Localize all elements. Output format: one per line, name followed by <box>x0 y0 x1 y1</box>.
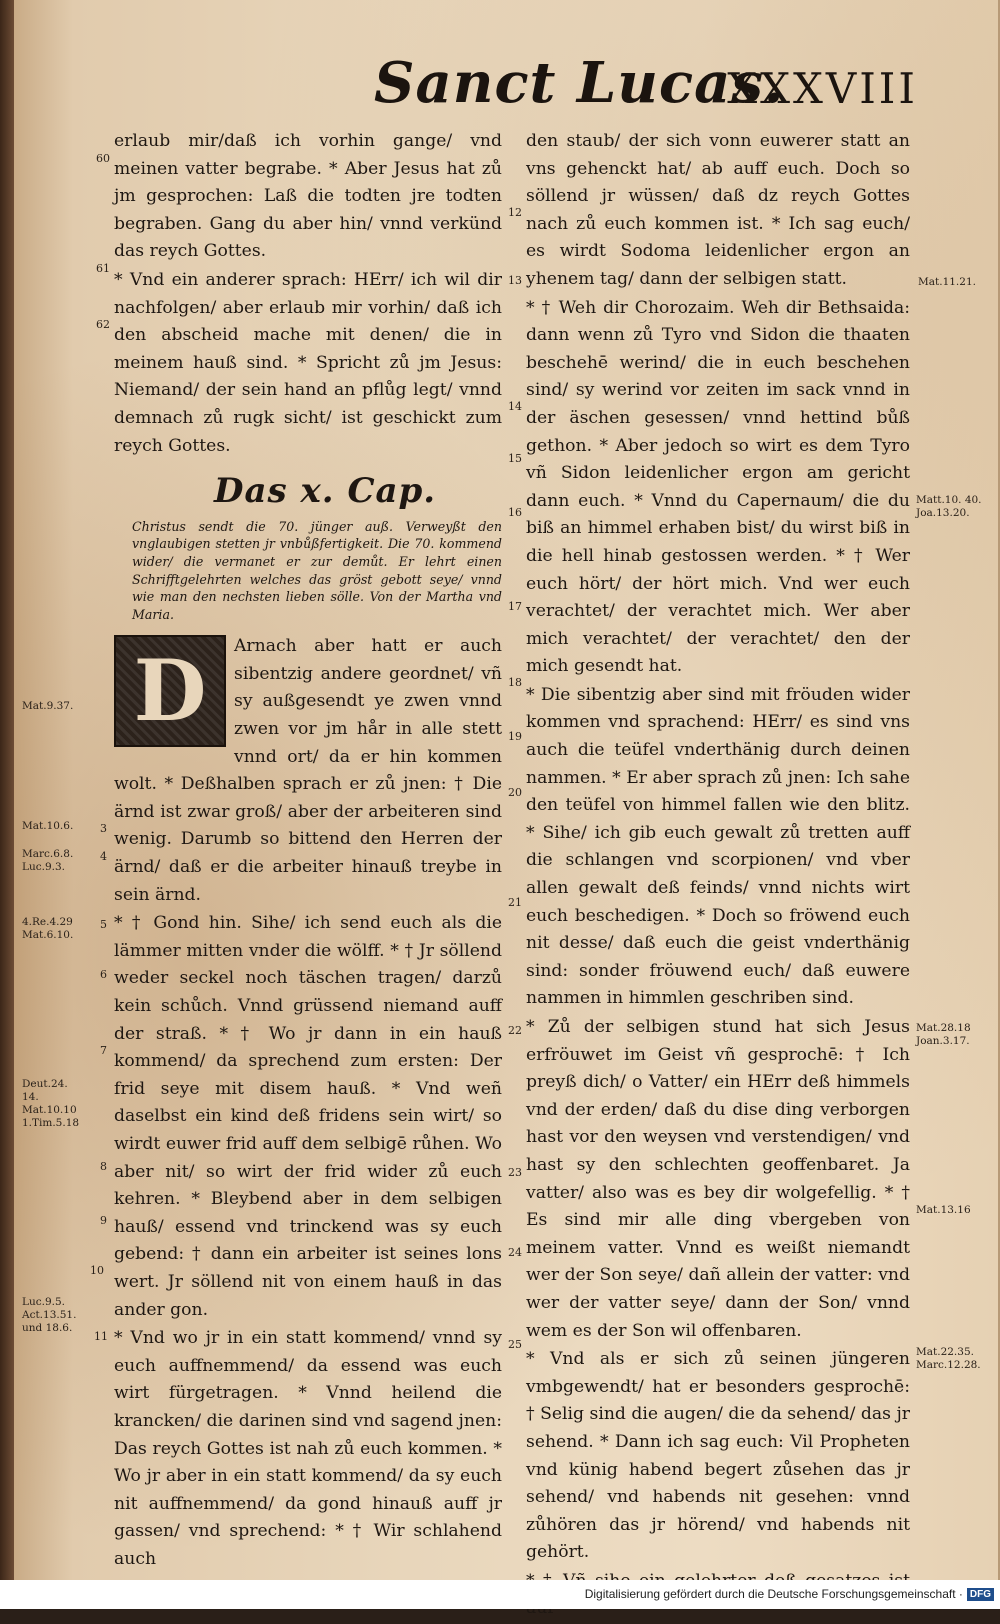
verse-number: 5 <box>100 918 107 931</box>
footer-credit <box>585 1587 994 1601</box>
margin-reference: Deut.24. 14. Mat.10.10 1.Tim.5.18 <box>22 1078 80 1129</box>
paragraph: * Vnd als er sich zů seinen jüngeren vmbgewendt/ hat er besonders gesprochē: † Selig sind die augen/ die da sehend/ das jr sehend. * Dann ich sag euch: Vil Propheten vnd künig habend begert zůsehen das jr sehend/ vnd habends nit gesehen: vnnd zůhören das jr hörend/ vnd habends nit gehört. <box>526 1349 910 1563</box>
verse-number: 3 <box>100 822 107 835</box>
book-page <box>14 0 1000 1580</box>
verse-number: 4 <box>100 850 107 863</box>
verse-number: 23 <box>508 1166 522 1179</box>
paragraph: erlaub mir/daß ich vorhin gange/ vnd meinen vatter begrabe. * Aber Jesus hat zů jm gesprochen: Laß die todten jre todten begraben. Gang du aber hin/ vnnd verkünd das reych Gottes. <box>114 131 502 262</box>
verse-number: 24 <box>508 1246 522 1259</box>
verse-number: 11 <box>94 1330 108 1343</box>
margin-reference: Marc.6.8. Luc.9.3. <box>22 848 74 873</box>
verse-number: 20 <box>508 786 522 799</box>
margin-reference: 4.Re.4.29 Mat.6.10. <box>22 916 74 941</box>
verse-number: 9 <box>100 1214 107 1227</box>
paragraph: * Vnd ein anderer sprach: HErr/ ich wil dir nachfolgen/ aber erlaub mir vorhin/ daß ich den abscheid mache mit denen/ die in meinem hauß sind. * Spricht zů jm Jesus: Niemand/ der sein hand an pflůg legt/ vnnd demnach zů rugk sicht/ ist geschickt zum reych Gottes. <box>114 269 502 456</box>
verse-number: 14 <box>508 400 522 413</box>
verse-number: 62 <box>96 318 110 331</box>
verse-number: 16 <box>508 506 522 519</box>
footer-credit-text: Digitalisierung gefördert durch die Deutsche Forschungsgemeinschaft · <box>584 1587 963 1601</box>
verse-number: 60 <box>96 152 110 165</box>
running-head-title: Sanct Lucas. <box>374 50 785 116</box>
paragraph: * Zů der selbigen stund hat sich Jesus erfröuwet im Geist vñ gesprochē: † Ich preyß dich/ o Vatter/ ein HErr deß himmels vnd der erden/ daß du dise ding verborgen hast vor den weysen vnd verstendigen/ vnd hast sy den schlechten geoffenbaret. Ja vatter/ also was es bey dir wolgefellig. * † Es sind mir alle ding vbergeben von meinem vatter. Vnnd es weißt niemandt wer der Son seye/ dañ allein der vatter: vnd wer der vatter seye/ dann der Son/ vnnd wem es der Son wil offenbaren. <box>526 1017 910 1341</box>
verse-number: 21 <box>508 896 522 909</box>
margin-reference: Mat.13.16 <box>916 1204 971 1216</box>
text-column-left <box>114 128 502 1574</box>
verse-number: 61 <box>96 262 110 275</box>
verse-number: 6 <box>100 968 107 981</box>
paragraph: * Die sibentzig aber sind mit fröuden wider kommen vnd sprachend: HErr/ es sind vns auch die teüfel vnderthänig durch deinen nammen. * Er aber sprach zů jnen: Ich sahe den teüfel von himmel fallen wie den blitz. * Sihe/ ich gib euch gewalt zů tretten auff die schlangen vnd scorpionen/ vnd vber allen gewalt deß feinds/ vnnd nichts wirt euch beschedigen. * Doch so fröwend euch nit desse/ daß euch die geist vnderthänig sind: sonder fröuwend euch/ daß euwere nammen in himmlen geschriben sind. <box>526 684 910 1009</box>
chapter-title: Das x. Cap. <box>214 471 437 512</box>
dfg-logo: DFG <box>967 1588 994 1601</box>
margin-reference: Mat.10.6. <box>22 820 74 832</box>
verse-number: 19 <box>508 730 522 743</box>
paragraph: Arnach aber hatt er auch sibentzig andere geordnet/ vñ sy außgesendt ye zwen vnnd zwen vor jm hår in alle stett vnnd ort/ da er hin kommen wolt. * Deßhalben sprach er zů jnen: † Die ärnd ist zwar groß/ aber der arbeiteren sind wenig. Darumb so bittend den Herren der ärnd/ daß er die arbeiter hinauß treybe in sein ärnd. <box>114 636 502 905</box>
verse-number: 12 <box>508 206 522 219</box>
decorated-initial: D <box>114 635 226 747</box>
paragraph: den staub/ der sich vonn euwerer statt an vns gehenckt hat/ ab auff euch. Doch so söllend jr wüssen/ daß dz reych Gottes nach zů euch kommen ist. * Ich sag euch/ es wirdt Sodoma leidenlicher ergon an yhenem tag/ dann der selbigen statt. <box>526 131 910 289</box>
verse-number: 18 <box>508 676 522 689</box>
paragraph: * Vnd wo jr in ein statt kommend/ vnnd sy euch auffnemmend/ da essend was euch wirt fürgetragen. * Vnnd heilend die krancken/ die darinen sind vnd sagend jnen: Das reych Gottes ist nah zů euch kommen. * Wo jr aber in ein statt kommend/ da sy euch nit auffnemmend/ da gond hinauß auff jr gassen/ vnd sprechend: * † Wir schlahend auch <box>114 1328 502 1569</box>
margin-reference: Mat.9.37. <box>22 700 74 712</box>
margin-reference: Matt.10. 40. Joa.13.20. <box>916 494 982 519</box>
margin-reference: Luc.9.5. Act.13.51. und 18.6. <box>22 1296 77 1334</box>
chapter-summary: Christus sendt die 70. jünger auß. Verweyßt den vnglaubigen stetten jr vnbůßfertigkeit. Die 70. kommend wider/ die vermanet er zur demůt. Er lehrt einen Schrifftgelehrten welches das gröst gebott seye/ vnnd wie man den nechsten lieben sölle. Von der Martha vnd Maria. <box>132 518 502 622</box>
verse-number: 25 <box>508 1338 522 1351</box>
verse-number: 15 <box>508 452 522 465</box>
paragraph: * † Gond hin. Sihe/ ich send euch als die lämmer mitten vnder die wölff. * † Jr söllend weder seckel noch täschen tragen/ darzů kein schůch. Vnnd grüssend niemand auff der straß. * † Wo jr dann in ein hauß kommend/ da sprechend zum ersten: Der frid seye mit disem hauß. * Vnd weñ daselbst ein kind deß fridens sein wirt/ so wirdt euwer frid auff dem selbigē růhen. Wo aber nit/ so wirt der frid wider zů euch kehren. * Bleybend aber in dem selbigen hauß/ essend vnd trinckend was sy euch gebend: † dann ein arbeiter ist seines lons wert. Jr söllend nit von einem hauß in das ander gon. <box>114 913 502 1320</box>
verse-number: 10 <box>90 1264 104 1277</box>
paragraph: * † Weh dir Chorozaim. Weh dir Bethsaida: dann wenn zů Tyro vnd Sidon die thaaten beschehē werind/ die in euch beschehen sind/ sy werind vor zeiten im sack vnnd in der äschen gesessen/ vnnd hettind bůß gethon. * Aber jedoch so wirt es dem Tyro vñ Sidon leidenlicher ergon am gericht dann euch. * Vnnd du Capernaum/ die du biß an himmel erhaben bist/ du wirst biß in die hell hinab gestossen werden. * † Wer euch hört/ der hört mich. Vnd wer euch verachtet/ der verachtet mich. Wer aber mich verachtet/ der verachtet/ den der mich gesendt hat. <box>526 297 910 677</box>
folio-number: XXXVIII <box>727 64 918 113</box>
verse-number: 13 <box>508 274 522 287</box>
verse-number: 7 <box>100 1044 107 1057</box>
verse-number: 17 <box>508 600 522 613</box>
text-column-right <box>526 128 910 1624</box>
margin-reference: Mat.28.18 Joan.3.17. <box>916 1022 971 1047</box>
margin-reference: Mat.22.35. Marc.12.28. <box>916 1346 981 1371</box>
verse-number: 22 <box>508 1024 522 1037</box>
verse-number: 8 <box>100 1160 107 1173</box>
margin-reference: Mat.11.21. <box>918 276 976 288</box>
digitization-footer <box>0 1580 1000 1609</box>
